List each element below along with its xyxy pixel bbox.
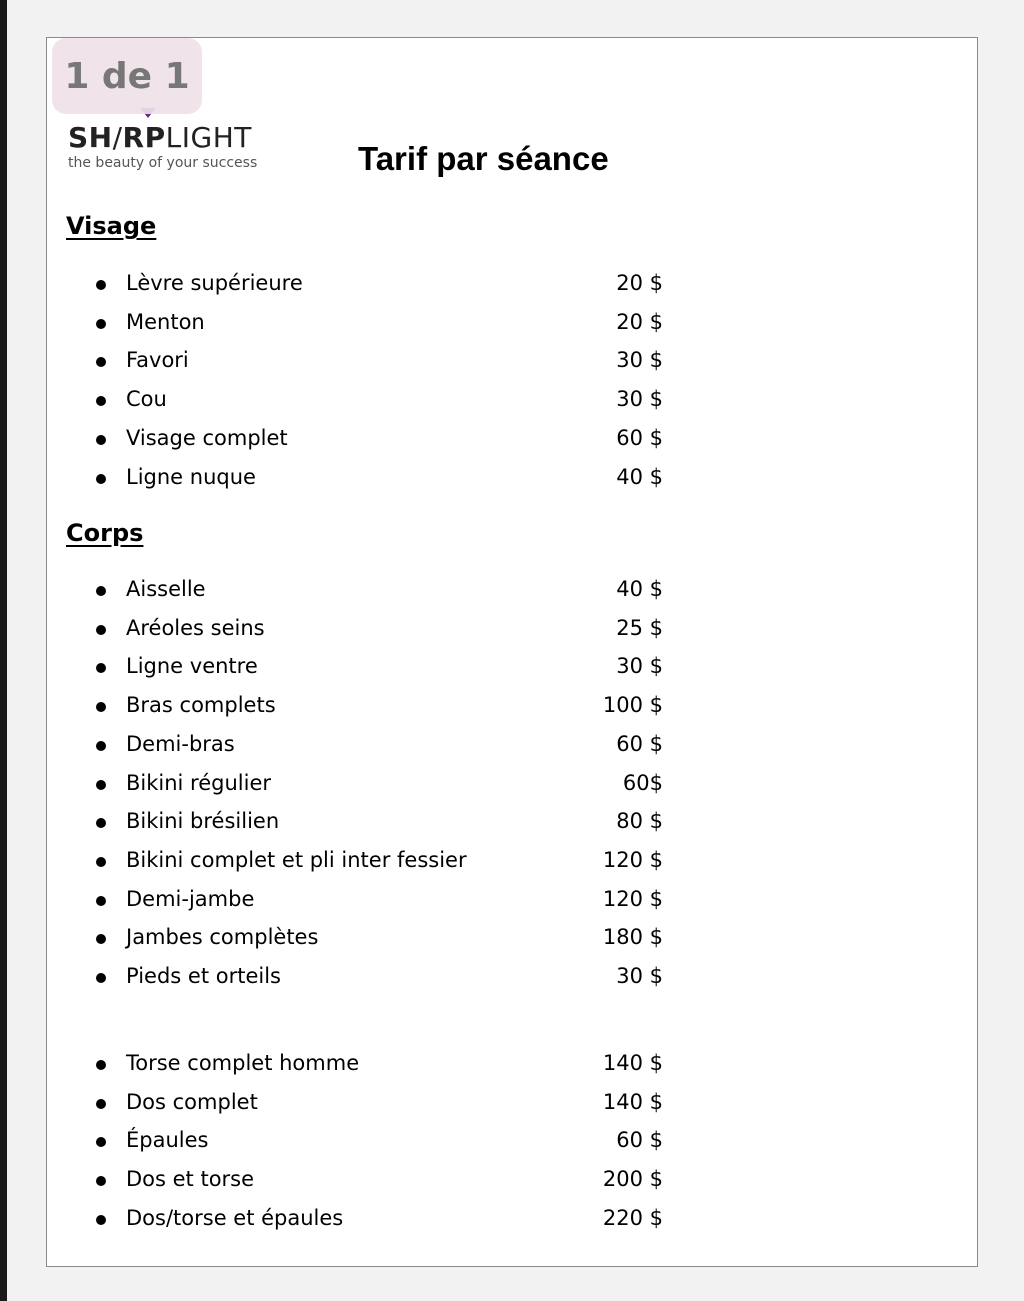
logo-tagline: the beauty of your success <box>68 155 258 171</box>
bullet-icon <box>96 586 106 596</box>
list-item <box>0 422 700 460</box>
bullet-icon <box>96 818 106 828</box>
item-name: Ligne nuque <box>126 464 256 489</box>
bullet-icon <box>96 280 106 290</box>
bullet-icon <box>96 357 106 367</box>
list-item <box>0 1047 700 1085</box>
bullet-icon <box>96 1099 106 1109</box>
list-item <box>0 767 700 805</box>
item-price: 200 $ <box>602 1167 663 1192</box>
item-name: Demi-jambe <box>126 886 255 911</box>
item-price: 20 $ <box>616 309 663 334</box>
logo-wordmark-part: RP <box>122 121 166 154</box>
item-price: 30 $ <box>616 964 663 988</box>
list-item <box>0 728 700 766</box>
item-price: 140 $ <box>602 1089 663 1114</box>
bullet-icon <box>96 435 106 445</box>
list-item <box>0 844 700 882</box>
item-price: 30 $ <box>616 348 663 373</box>
bullet-icon <box>96 973 106 983</box>
item-price: 20 $ <box>616 271 663 295</box>
item-name: Menton <box>126 309 205 334</box>
item-name: Bikini complet et pli inter fessier <box>126 847 467 872</box>
logo-wordmark-part: SH <box>68 121 113 154</box>
list-item <box>0 883 700 921</box>
list-item <box>0 1163 700 1201</box>
item-name: Demi-bras <box>126 731 235 756</box>
item-name: Pieds et orteils <box>126 964 281 988</box>
list-item <box>0 306 700 344</box>
logo-wordmark <box>68 122 257 154</box>
item-price: 60 $ <box>616 425 663 450</box>
item-price: 40 $ <box>616 464 663 489</box>
bullet-icon <box>96 741 106 751</box>
item-price: 120 $ <box>602 847 663 872</box>
item-price: 100 $ <box>602 693 663 718</box>
bullet-icon <box>96 1215 106 1225</box>
document-title: Tarif par séance <box>358 140 609 177</box>
item-name: Aréoles seins <box>126 615 265 640</box>
list-item <box>0 267 700 305</box>
bullet-icon <box>96 857 106 867</box>
list-item <box>0 573 700 611</box>
list-item <box>0 960 700 998</box>
sharplight-logo <box>68 122 257 171</box>
item-price: 220 $ <box>602 1205 663 1230</box>
item-price: 60 $ <box>616 1128 663 1153</box>
item-name: Ligne ventre <box>126 654 258 679</box>
section-heading-corps: Corps <box>66 519 144 547</box>
bullet-icon <box>96 396 106 406</box>
item-name: Aisselle <box>126 577 206 601</box>
item-price: 30 $ <box>616 654 663 679</box>
bullet-icon <box>96 1137 106 1147</box>
item-price: 180 $ <box>602 925 663 950</box>
bullet-icon <box>96 934 106 944</box>
item-price: 30 $ <box>616 387 663 412</box>
bullet-icon <box>96 780 106 790</box>
logo-wordmark-part: / <box>112 121 123 154</box>
item-price: 120 $ <box>602 886 663 911</box>
item-price: 60$ <box>622 770 663 795</box>
list-item <box>0 1124 700 1162</box>
item-name: Jambes complètes <box>126 925 319 950</box>
bullet-icon <box>96 474 106 484</box>
list-item <box>0 805 700 843</box>
list-item <box>0 689 700 727</box>
logo-wordmark-part: LIGHT <box>165 121 252 154</box>
item-price: 40 $ <box>616 577 663 601</box>
item-name: Lèvre supérieure <box>126 271 303 295</box>
bullet-icon <box>96 625 106 635</box>
item-price: 25 $ <box>616 615 663 640</box>
list-item <box>0 612 700 650</box>
bullet-icon <box>96 663 106 673</box>
list-item <box>0 1086 700 1124</box>
item-price: 60 $ <box>616 731 663 756</box>
list-item <box>0 344 700 382</box>
bullet-icon <box>96 1060 106 1070</box>
list-item <box>0 921 700 959</box>
item-name: Bras complets <box>126 693 276 718</box>
item-name: Bikini régulier <box>126 770 272 795</box>
item-name: Visage complet <box>126 425 288 450</box>
item-name: Torse complet homme <box>126 1051 360 1075</box>
bullet-icon <box>96 702 106 712</box>
item-name: Cou <box>126 387 167 412</box>
item-name: Dos/torse et épaules <box>126 1205 344 1230</box>
item-name: Épaules <box>126 1128 209 1153</box>
list-item <box>0 650 700 688</box>
item-name: Favori <box>126 348 189 373</box>
item-price: 140 $ <box>602 1051 663 1075</box>
section-heading-visage: Visage <box>66 212 157 240</box>
bullet-icon <box>96 1176 106 1186</box>
list-item <box>0 461 700 499</box>
list-item <box>0 1202 700 1240</box>
item-name: Dos et torse <box>126 1167 255 1192</box>
bullet-icon <box>96 319 106 329</box>
item-name: Dos complet <box>126 1089 258 1114</box>
item-price: 80 $ <box>616 809 663 834</box>
list-item <box>0 383 700 421</box>
page-indicator: 1 de 1 <box>52 38 202 114</box>
bullet-icon <box>96 896 106 906</box>
item-name: Bikini brésilien <box>126 809 280 834</box>
